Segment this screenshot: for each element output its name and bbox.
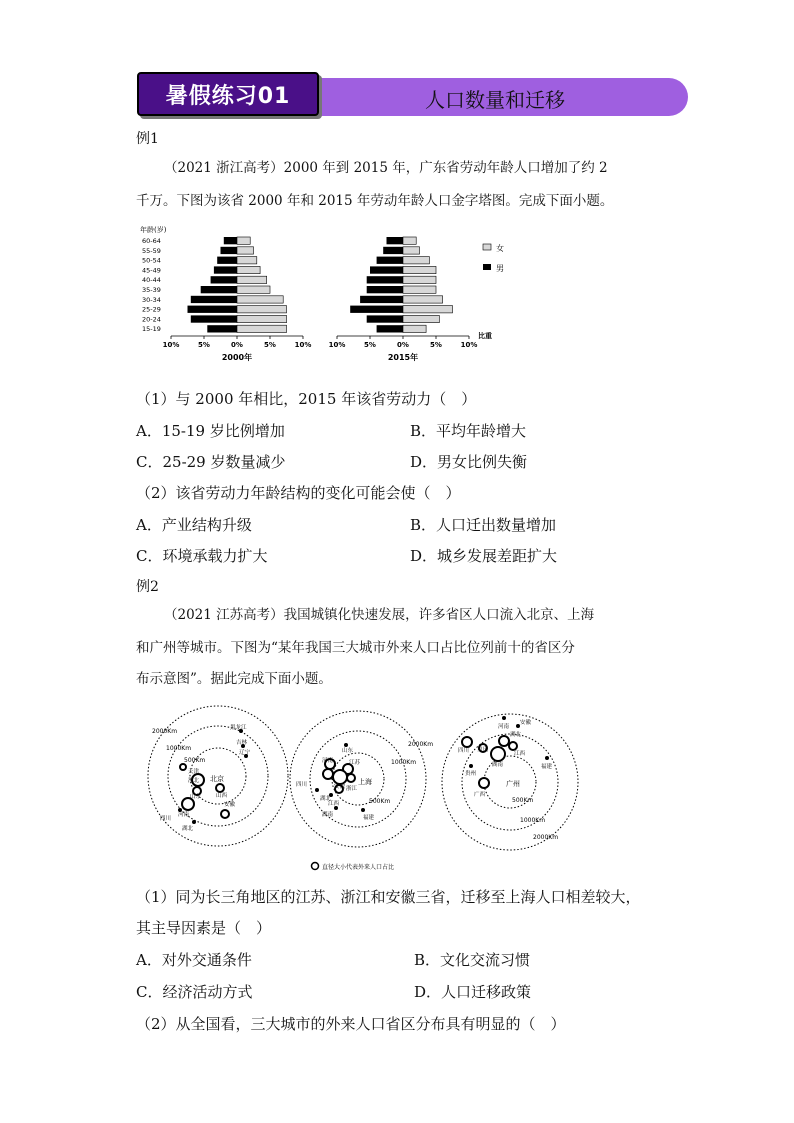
pyramid-y-axis-title: 年龄(岁): [140, 226, 167, 234]
bj-label-hubei: 湖北: [182, 826, 194, 832]
gz-marker-hunan: [491, 747, 505, 761]
bj-ring-label-mid: 1000Km: [166, 745, 192, 752]
pyramid-tick-label: 5%: [198, 341, 210, 349]
bj-label-tianjin: 天津: [188, 769, 200, 775]
pyramid-bar-male: [383, 247, 403, 254]
gz-ring-label-inner: 500Km: [512, 797, 534, 804]
sh-label-jiangsu: 江苏: [349, 760, 361, 766]
example2-intro-line1: （2021 江苏高考）我国城镇化快速发展，许多省区人口流入北京、上海: [164, 607, 595, 623]
bj-marker-tianjin: [180, 764, 186, 770]
pyramid-tick-label: 0%: [231, 341, 243, 349]
pyramid-bar-female: [403, 237, 416, 244]
sh-label-fujian: 福建: [363, 815, 375, 821]
bj-label-hebei: 河北: [188, 778, 200, 784]
gz-ring-label-outer: 2000Km: [533, 834, 559, 841]
header-tag: 暑假练习01: [137, 72, 319, 116]
gz-label-chongqing: 重庆: [477, 747, 489, 753]
pyramid-age-label: 35-39: [142, 286, 161, 294]
pyramid-bar-female: [403, 296, 443, 303]
example1-intro-line1: （2021 浙江高考）2000 年到 2015 年，广东省劳动年龄人口增加了约 2: [164, 160, 608, 176]
bj-label-shandong: 山东: [190, 794, 202, 800]
bj-label-heilongjiang: 黑龙江: [230, 725, 247, 731]
example2-label: 例2: [136, 579, 159, 595]
example2-question2: （2）从全国看，三大城市的外来人口省区分布具有明显的（ ）: [136, 1015, 566, 1033]
pyramid-bar-female: [237, 237, 250, 244]
pyramid-bar-female: [237, 315, 287, 322]
pyramid-bar-female: [237, 296, 283, 303]
sh-label-sichuan: 四川: [296, 782, 308, 788]
bj-center-label: 北京: [210, 775, 224, 783]
bj-marker-shanxi: [216, 784, 224, 792]
bj-label-liaoning: 辽宁: [239, 750, 251, 756]
ex1-q1-option-b[interactable]: B．平均年龄增大: [410, 422, 527, 440]
pyramid-bar-male: [367, 276, 403, 283]
pyramid-tick-label: 5%: [364, 341, 376, 349]
sh-label-zhejiang: 浙江: [346, 786, 358, 792]
sh-ring-label-inner: 500Km: [369, 798, 391, 805]
sh-marker-henan: [323, 769, 333, 779]
pyramid-tick-label: 10%: [460, 341, 478, 349]
sh-label-jiangxi: 江西: [328, 801, 340, 807]
gz-marker-henan: [502, 716, 506, 720]
bj-ring-label-outer: 2000Km: [152, 728, 178, 735]
pyramid-bar-female: [403, 306, 453, 313]
sh-center-label: 上海: [358, 778, 372, 786]
sh-marker-fujian: [361, 808, 365, 812]
gz-label-sichuan: 四川: [458, 748, 470, 754]
pyramid-age-label: 55-59: [142, 246, 161, 255]
ex2-q1-option-d[interactable]: D．人口迁移政策: [414, 983, 532, 1001]
sh-label-shandong: 山东: [342, 748, 354, 754]
bj-marker-hubei: [192, 820, 196, 824]
pyramid-age-label: 45-49: [142, 266, 161, 275]
pyramid-bar-female: [237, 306, 287, 313]
map-legend-circle-icon: [312, 863, 319, 870]
pyramid-tick-label: 10%: [294, 341, 312, 349]
map-legend-text: 直径大小代表外来人口占比: [322, 864, 395, 871]
ex1-q2-option-c[interactable]: C．环境承载力扩大: [136, 547, 268, 565]
ex1-q2-option-a[interactable]: A．产业结构升级: [136, 516, 252, 534]
pyramid-bar-male: [191, 296, 237, 303]
sh-marker-zhejiang: [347, 774, 355, 782]
pyramid-legend-female-swatch: [483, 244, 491, 250]
gz-marker-fujian: [545, 756, 549, 760]
bj-label-anhui: 安徽: [224, 802, 236, 808]
gz-center-label: 广州: [506, 780, 520, 788]
example2-question1-line2: 其主导因素是（ ）: [136, 919, 272, 937]
ex2-q1-option-b[interactable]: B．文化交流习惯: [414, 951, 531, 969]
gz-label-jiangxi: 江西: [514, 751, 526, 757]
bj-marker-anhui: [221, 810, 229, 818]
pyramid-bar-male: [387, 237, 404, 244]
pyramid-bar-male: [191, 315, 237, 322]
sh-ring-label-mid: 1000Km: [391, 759, 417, 766]
sh-label-henan: 河南: [322, 758, 334, 764]
pyramid-bar-male: [217, 257, 237, 264]
pyramid-bar-male: [211, 276, 237, 283]
pyramid-bar-female: [237, 325, 287, 332]
pyramid-age-label: 40-44: [142, 276, 161, 285]
gz-ring-label-mid: 1000Km: [520, 817, 546, 824]
pyramid-bar-male: [360, 296, 403, 303]
ex2-q1-option-a[interactable]: A．对外交通条件: [136, 951, 252, 969]
sh-ring-label-outer: 2000Km: [408, 741, 434, 748]
example1-question1: （1）与 2000 年相比，2015 年该省劳动力（ ）: [136, 390, 477, 408]
pyramid-x-axis-title: 比重: [478, 332, 492, 340]
pyramid-bar-female: [237, 247, 254, 254]
sh-marker-sichuan: [315, 788, 319, 792]
pyramid-bar-male: [221, 247, 238, 254]
pyramid-panel-title: 2015年: [387, 353, 419, 362]
ex1-q2-option-d[interactable]: D．城乡发展差距扩大: [410, 547, 558, 565]
example1-label: 例1: [136, 131, 159, 147]
gz-label-guangxi: 广西: [474, 792, 486, 798]
gz-marker-guizhou: [469, 764, 473, 768]
pyramid-bar-male: [370, 266, 403, 273]
pyramid-bar-male: [188, 306, 238, 313]
pyramid-bar-male: [224, 237, 237, 244]
pyramid-bar-male: [201, 286, 237, 293]
pyramid-age-label: 60-64: [142, 237, 161, 245]
sh-marker-anhui: [333, 770, 347, 784]
sh-label-anhui: 安徽: [334, 784, 346, 790]
pyramid-bar-female: [403, 315, 439, 322]
population-pyramid-chart: [140, 222, 520, 374]
bj-label-shanxi: 山西: [216, 793, 228, 799]
page-title: 人口数量和迁移: [425, 88, 565, 112]
gz-marker-hubei: [499, 736, 509, 746]
pyramid-tick-label: 5%: [430, 341, 442, 349]
pyramid-legend-female-label: 女: [496, 244, 504, 253]
sh-label-hubei: 湖北: [320, 796, 332, 802]
ex2-q1-option-c[interactable]: C．经济活动方式: [136, 983, 253, 1001]
gz-label-hunan: 湖南: [492, 762, 504, 768]
pyramid-bar-male: [214, 266, 237, 273]
bj-ring-label-inner: 500Km: [184, 757, 206, 764]
pyramid-bar-male: [367, 286, 403, 293]
sh-label-hunan: 湖南: [322, 812, 334, 818]
pyramid-legend-male-label: 男: [496, 264, 504, 273]
example2-intro-line2: 和广州等城市。下图为“某年我国三大城市外来人口占比位列前十的省区分: [136, 640, 575, 656]
pyramid-bar-female: [237, 286, 270, 293]
gz-marker-guangxi: [479, 778, 489, 788]
pyramid-bar-male: [350, 306, 403, 313]
pyramid-tick-label: 0%: [397, 341, 409, 349]
ex1-q2-option-b[interactable]: B．人口迁出数量增加: [410, 516, 557, 534]
pyramid-age-label: 15-19: [142, 325, 161, 334]
gz-label-guizhou: 贵州: [465, 771, 477, 777]
ex1-q1-option-a[interactable]: A．15-19 岁比例增加: [136, 422, 285, 440]
pyramid-bar-male: [377, 257, 403, 264]
ex1-q1-option-d[interactable]: D．男女比例失衡: [410, 453, 528, 471]
pyramid-bar-male: [207, 325, 237, 332]
migration-ring-map: [138, 704, 588, 876]
pyramid-bar-female: [403, 325, 426, 332]
bj-label-sichuan: 四川: [160, 816, 172, 822]
gz-label-henan: 河南: [498, 724, 510, 730]
pyramid-panel-title: 2000年: [221, 353, 253, 362]
pyramid-legend-male-swatch: [483, 264, 491, 270]
pyramid-bar-female: [237, 276, 267, 283]
pyramid-tick-label: 10%: [328, 341, 346, 349]
pyramid-bar-female: [403, 276, 436, 283]
gz-label-fujian: 福建: [541, 764, 553, 770]
pyramid-age-label: 25-29: [142, 305, 161, 314]
pyramid-tick-label: 5%: [264, 341, 276, 349]
pyramid-bar-female: [403, 247, 420, 254]
example2-intro-line3: 布示意图”。据此完成下面小题。: [136, 671, 332, 687]
pyramid-bar-male: [377, 325, 403, 332]
pyramid-bar-female: [403, 266, 436, 273]
sh-marker-shandong-pt: [344, 743, 348, 747]
bj-label-jilin: 吉林: [236, 740, 248, 746]
pyramid-age-label: 50-54: [142, 256, 161, 265]
pyramid-bar-female: [237, 266, 260, 273]
pyramid-age-label: 20-24: [142, 315, 161, 324]
pyramid-bar-female: [237, 257, 257, 264]
gz-marker-sichuan: [462, 737, 472, 747]
pyramid-tick-label: 10%: [162, 341, 180, 349]
example1-question2: （2）该省劳动力年龄结构的变化可能会使（ ）: [136, 484, 461, 502]
pyramid-bar-female: [403, 286, 436, 293]
gz-label-hubei: 湖北: [510, 732, 522, 738]
pyramid-bar-female: [403, 257, 429, 264]
gz-label-anhui: 安徽: [520, 720, 532, 726]
bj-label-henan: 河南: [178, 812, 190, 818]
example2-question1-line1: （1）同为长三角地区的江苏、浙江和安徽三省，迁移至上海人口相差较大，: [136, 888, 641, 906]
pyramid-bar-male: [367, 315, 403, 322]
example1-intro-line2: 千万。下图为该省 2000 年和 2015 年劳动年龄人口金字塔图。完成下面小题。: [136, 193, 614, 209]
ex1-q1-option-c[interactable]: C．25-29 岁数量减少: [136, 453, 286, 471]
pyramid-age-label: 30-34: [142, 295, 161, 304]
gz-marker-jiangxi: [509, 742, 517, 750]
